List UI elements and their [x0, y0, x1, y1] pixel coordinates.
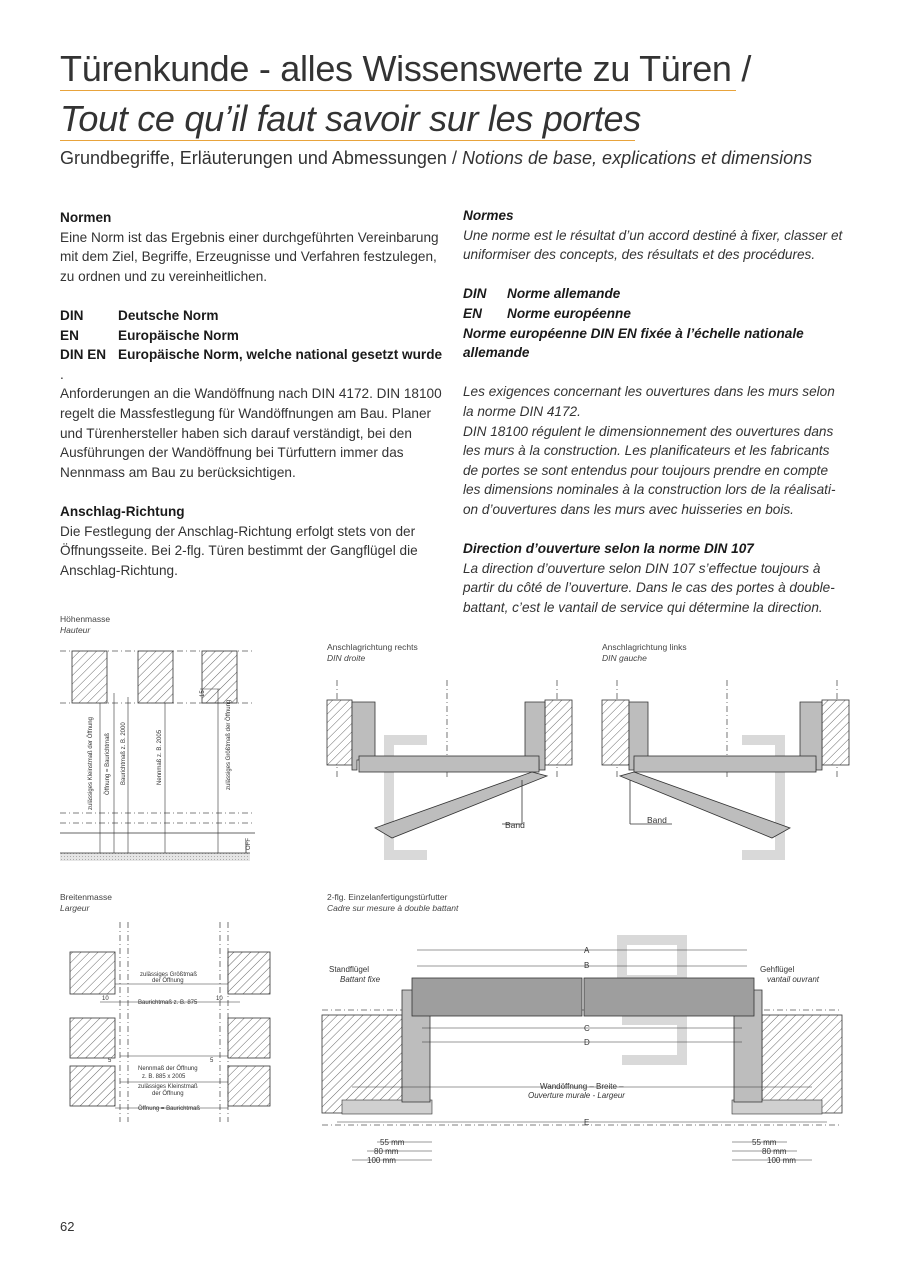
- wand-label-fr: Ouverture murale - Largeur: [528, 1091, 625, 1100]
- gehfluegel-label: Gehflügel: [760, 965, 795, 974]
- figure-anschlag-rechts: [327, 680, 572, 865]
- page-subtitle: [60, 148, 812, 169]
- caption-de: 2-flg. Einzelanfertigungstürfutter: [327, 892, 448, 902]
- caption-fr: DIN gauche: [602, 653, 647, 663]
- exigences-text: Les exigences concernant les ouvertures dans les murs selon la norme DIN 4172.: [463, 384, 835, 419]
- abbr-value: Europäische Norm, welche national gesetzt wurde: [118, 347, 443, 363]
- abbr-row: [463, 304, 848, 324]
- normes-text: Une norme est le résultat d’un accord destiné à fixer, classer et uniformiser des concepts, des résultats et des procédures.: [463, 227, 843, 263]
- column-de: [60, 208, 445, 580]
- page-title-de: Türenkunde - alles Wissenswerte zu Türen /: [60, 48, 752, 89]
- dim-label: der Öffnung: [152, 1091, 184, 1097]
- caption-hoehe: [60, 614, 110, 636]
- direction-text: La direction d’ouverture selon DIN 107 s’effectue toujours à partir du côté de l’ouverture. Dans le cas des portes à double-battant, c’est le vantail de service qui détermine la direction.: [463, 560, 835, 615]
- anschlag-heading: Anschlag-Richtung: [60, 503, 185, 519]
- figure-breitenmasse: [60, 922, 270, 1122]
- column-fr: [463, 206, 848, 617]
- abbr-row: [60, 345, 445, 365]
- abbr-value: Deutsche Norm: [118, 307, 219, 323]
- dim-label: Baurichtmaß z. B. 2000: [121, 722, 127, 785]
- dim-label: Öffnung = Baurichtmaß: [105, 732, 111, 795]
- dim-label: 5: [108, 1058, 112, 1064]
- dim-label: 15: [200, 690, 206, 697]
- anforderungen-text: Anforderungen an die Wandöffnung nach DIN 4172. DIN 18100 regelt die Massfestlegung für Wandöffnungen am Bau. Planer und Türenhersteller haben sich darauf verständigt, bei den Ausführungen der Wandöffnung bei Türfuttern immer das Nennmass am Bau zu berücksichtigen.: [60, 386, 442, 480]
- vantail-label: vantail ouvrant: [767, 975, 820, 984]
- dim-label: z. B. 885 x 2005: [142, 1074, 186, 1080]
- caption-de: Anschlagrichtung rechts: [327, 642, 418, 652]
- dim-label: 10: [216, 996, 223, 1002]
- caption-doppel: [327, 892, 458, 914]
- anschlag-text: Die Festlegung der Anschlag-Richtung erfolgt stets von der Öffnungsseite. Bei 2-flg. Türen bestimmt der Gangflügel die Anschlag-Richtung.: [60, 523, 418, 578]
- figure-anschlag-links: [602, 680, 857, 865]
- dim-B: B: [584, 961, 590, 970]
- caption-de: Anschlagrichtung links: [602, 642, 687, 652]
- dim-E: E: [584, 1118, 590, 1127]
- normen-text: Eine Norm ist das Ergebnis einer durchgeführten Vereinbarung mit dem Ziel, Begriffe, Erzeugnisse und Verfahren festzulegen, zu ordnen und zu vereinheitlichen.: [60, 229, 439, 284]
- mm-label: 100 mm: [767, 1156, 796, 1165]
- abbr-key: DIN: [463, 286, 487, 302]
- caption-breite: [60, 892, 112, 914]
- band-label: Band: [647, 815, 667, 825]
- mm-label: 80 mm: [762, 1147, 787, 1156]
- mm-label: 100 mm: [367, 1156, 396, 1165]
- din18100-text: DIN 18100 régulent le dimensionnement des ouvertures dans les murs à la construction. Les planificateurs et les fabricants de portes se sont entendus pour toujours prendre en compte les dimensions nominales à la construction lors de la réalisati-on d’ouvertures dans les murs avec huisseries en bois.: [463, 423, 836, 517]
- subtitle-fr: Notions de base, explications et dimensions: [461, 148, 813, 168]
- abbr-row: [60, 326, 445, 346]
- caption-rechts: [327, 642, 418, 664]
- caption-fr: Largeur: [60, 903, 90, 913]
- dim-label: OFF: [246, 838, 252, 850]
- caption-fr: Cadre sur mesure à double battant: [327, 903, 459, 913]
- abbr-row: [463, 284, 848, 304]
- wand-label-de: Wandöffnung – Breite –: [540, 1082, 624, 1091]
- subtitle-de: Grundbegriffe, Erläuterungen und Abmessungen /: [60, 148, 457, 168]
- caption-de: Höhenmasse: [60, 614, 111, 624]
- stray-dot: .: [60, 366, 64, 382]
- dim-label: 5: [210, 1058, 214, 1064]
- dim-label: Nennmaß der Öffnung: [138, 1066, 198, 1072]
- dim-label: Nennmaß z. B. 2005: [157, 729, 163, 785]
- caption-de: Breitenmasse: [60, 892, 112, 902]
- page-title-fr: Tout ce qu’il faut savoir sur les portes: [60, 98, 641, 139]
- dim-label: der Öffnung: [152, 978, 184, 984]
- title-underline: [60, 90, 736, 91]
- band-label: Band: [505, 820, 525, 830]
- dim-label: zulässiges Kleinstmaß: [138, 1084, 198, 1090]
- abbr-key: EN: [60, 327, 79, 343]
- abbr-key: DIN EN: [60, 347, 107, 363]
- abbr-row: [60, 306, 445, 326]
- dim-label: zulässiges Größtmaß: [140, 972, 198, 978]
- mm-label: 80 mm: [374, 1147, 399, 1156]
- normes-heading: Normes: [463, 208, 514, 223]
- title-underline-fr: [60, 140, 635, 141]
- caption-fr: DIN droite: [327, 653, 366, 663]
- battant-fixe-label: Battant fixe: [340, 975, 381, 984]
- standfluegel-label: Standflügel: [329, 965, 370, 974]
- mm-label: 55 mm: [380, 1138, 405, 1147]
- dim-A: A: [584, 946, 590, 955]
- dim-label: zulässiges Größtmaß der Öffnung: [226, 699, 232, 790]
- dim-label: Baurichtmaß z. B. 875: [138, 1000, 198, 1006]
- figure-doppelfluegel: [322, 920, 842, 1168]
- abbr-key: DIN: [60, 307, 84, 323]
- mm-label: 55 mm: [752, 1138, 777, 1147]
- caption-fr: Hauteur: [60, 625, 91, 635]
- direction-heading: Direction d’ouverture selon la norme DIN 107: [463, 541, 754, 557]
- abbr-key: EN: [463, 305, 482, 321]
- dim-label: zulässiges Kleinstmaß der Öffnung: [88, 717, 94, 810]
- page-number: 62: [60, 1219, 75, 1234]
- figure-hoehenmasse: [60, 645, 255, 870]
- dim-label: Öffnung = Baurichtmaß: [138, 1106, 201, 1112]
- caption-links: [602, 642, 687, 664]
- dim-C: C: [584, 1024, 590, 1033]
- abbr-value: Europäische Norm: [118, 327, 239, 343]
- dim-label: 10: [102, 996, 109, 1002]
- abbr-value: Norme européenne: [507, 305, 631, 321]
- normen-heading: Normen: [60, 210, 112, 225]
- dim-D: D: [584, 1038, 590, 1047]
- abbr-value: Norme allemande: [507, 286, 621, 302]
- abbr-extra: Norme européenne DIN EN fixée à l’échelle nationale allemande: [463, 325, 804, 361]
